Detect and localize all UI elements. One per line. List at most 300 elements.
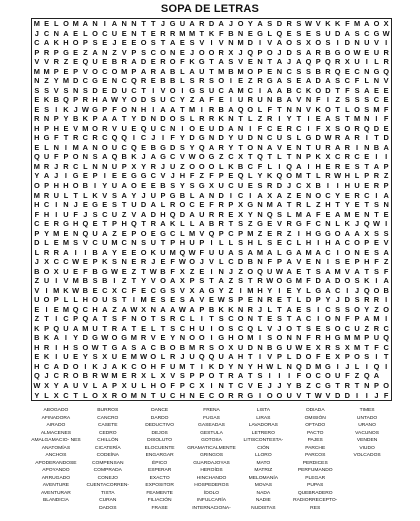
grid-cell[interactable]: R <box>63 161 69 171</box>
grid-cell[interactable]: E <box>296 76 302 86</box>
grid-cell[interactable]: P <box>383 180 389 190</box>
grid-cell[interactable]: O <box>189 161 195 171</box>
grid-cell[interactable]: O <box>218 390 225 400</box>
grid-cell[interactable]: J <box>277 381 282 390</box>
grid-cell[interactable]: Z <box>306 381 311 390</box>
grid-cell[interactable]: S <box>209 76 214 86</box>
grid-cell[interactable]: A <box>131 57 137 67</box>
grid-cell[interactable]: I <box>317 238 320 248</box>
grid-cell[interactable]: S <box>335 114 341 124</box>
grid-cell[interactable]: D <box>140 57 147 67</box>
grid-cell[interactable]: M <box>295 171 302 181</box>
grid-cell[interactable]: C <box>170 390 176 400</box>
grid-cell[interactable]: B <box>237 161 244 171</box>
grid-cell[interactable]: H <box>53 123 59 133</box>
grid-cell[interactable]: A <box>218 19 224 29</box>
grid-cell[interactable]: A <box>305 47 312 57</box>
grid-cell[interactable]: C <box>121 142 127 152</box>
grid-cell[interactable]: X <box>383 19 389 29</box>
grid-cell[interactable]: O <box>169 114 176 124</box>
grid-cell[interactable]: C <box>121 238 127 248</box>
grid-cell[interactable]: V <box>44 57 49 67</box>
grid-cell[interactable]: M <box>295 209 302 219</box>
grid-cell[interactable]: X <box>267 190 273 200</box>
grid-cell[interactable]: S <box>179 114 185 124</box>
grid-cell[interactable]: M <box>62 304 70 314</box>
grid-cell[interactable]: N <box>257 295 263 305</box>
grid-cell[interactable]: R <box>354 133 360 143</box>
grid-cell[interactable]: R <box>218 219 224 229</box>
grid-cell[interactable]: U <box>102 295 108 305</box>
grid-cell[interactable]: Q <box>237 104 244 114</box>
grid-cell[interactable]: S <box>92 276 98 286</box>
grid-cell[interactable]: P <box>131 228 137 238</box>
grid-cell[interactable]: C <box>121 285 127 295</box>
grid-cell[interactable]: E <box>141 142 147 152</box>
grid-cell[interactable]: M <box>237 38 244 48</box>
grid-cell[interactable]: D <box>34 238 40 248</box>
grid-cell[interactable]: V <box>179 152 185 162</box>
grid-cell[interactable]: A <box>63 247 69 257</box>
grid-cell[interactable]: O <box>344 276 351 286</box>
grid-cell[interactable]: A <box>199 95 205 105</box>
grid-cell[interactable]: V <box>325 390 331 400</box>
grid-cell[interactable]: A <box>140 342 147 352</box>
grid-cell[interactable]: B <box>82 180 89 190</box>
grid-cell[interactable]: O <box>208 47 215 57</box>
grid-cell[interactable]: S <box>296 19 302 29</box>
grid-cell[interactable]: G <box>334 47 341 57</box>
grid-cell[interactable]: G <box>247 200 254 210</box>
grid-cell[interactable]: R <box>82 95 89 105</box>
grid-cell[interactable]: C <box>53 371 59 381</box>
grid-cell[interactable]: W <box>72 257 80 267</box>
grid-cell[interactable]: R <box>53 57 59 67</box>
grid-cell[interactable]: G <box>198 57 205 67</box>
grid-cell[interactable]: O <box>354 304 360 314</box>
grid-cell[interactable]: X <box>325 123 331 133</box>
grid-cell[interactable]: R <box>325 171 331 181</box>
grid-cell[interactable]: H <box>82 295 89 305</box>
grid-cell[interactable]: X <box>315 342 321 352</box>
grid-cell[interactable]: O <box>92 390 98 400</box>
grid-cell[interactable]: R <box>140 333 147 343</box>
grid-cell[interactable]: L <box>218 257 224 267</box>
grid-cell[interactable]: E <box>170 295 176 305</box>
grid-cell[interactable]: P <box>344 352 350 362</box>
grid-cell[interactable]: T <box>73 190 78 200</box>
grid-cell[interactable]: O <box>383 381 390 390</box>
grid-cell[interactable]: X <box>238 200 244 210</box>
grid-cell[interactable]: R <box>43 47 50 57</box>
grid-cell[interactable]: A <box>199 285 205 295</box>
grid-cell[interactable]: N <box>208 190 215 200</box>
grid-cell[interactable]: B <box>34 266 40 276</box>
grid-cell[interactable]: I <box>297 228 300 238</box>
grid-cell[interactable]: N <box>150 304 156 314</box>
grid-cell[interactable]: F <box>383 390 389 400</box>
grid-cell[interactable]: N <box>131 28 137 38</box>
grid-cell[interactable]: K <box>267 171 273 181</box>
grid-cell[interactable]: A <box>189 209 195 219</box>
grid-cell[interactable]: F <box>170 381 175 390</box>
grid-cell[interactable]: I <box>181 85 184 95</box>
grid-cell[interactable]: J <box>141 152 146 162</box>
grid-cell[interactable]: K <box>189 57 195 67</box>
grid-cell[interactable]: L <box>180 228 185 238</box>
grid-cell[interactable]: R <box>208 104 215 114</box>
grid-cell[interactable]: H <box>34 123 40 133</box>
grid-cell[interactable]: D <box>218 361 224 371</box>
grid-cell[interactable]: X <box>102 390 108 400</box>
grid-cell[interactable]: V <box>160 85 166 95</box>
grid-cell[interactable]: C <box>189 200 195 210</box>
grid-cell[interactable]: H <box>92 304 98 314</box>
grid-cell[interactable]: A <box>189 304 195 314</box>
grid-cell[interactable]: L <box>335 219 340 229</box>
grid-cell[interactable]: W <box>33 381 41 390</box>
grid-cell[interactable]: E <box>199 123 205 133</box>
grid-cell[interactable]: B <box>267 342 273 352</box>
grid-cell[interactable]: F <box>374 257 379 267</box>
grid-cell[interactable]: X <box>189 285 195 295</box>
grid-cell[interactable]: Q <box>179 247 186 257</box>
grid-cell[interactable]: R <box>267 180 273 190</box>
grid-cell[interactable]: O <box>140 361 147 371</box>
grid-cell[interactable]: X <box>44 257 49 267</box>
grid-cell[interactable]: Y <box>286 114 292 124</box>
grid-cell[interactable]: O <box>286 323 292 333</box>
grid-cell[interactable]: Q <box>198 142 205 152</box>
grid-cell[interactable]: X <box>53 390 59 400</box>
grid-cell[interactable]: A <box>257 19 263 29</box>
grid-cell[interactable]: I <box>132 295 135 305</box>
grid-cell[interactable]: Z <box>112 47 117 57</box>
grid-cell[interactable]: N <box>257 209 263 219</box>
grid-cell[interactable]: R <box>325 66 331 76</box>
grid-cell[interactable]: V <box>34 57 40 67</box>
grid-cell[interactable]: E <box>150 28 156 38</box>
grid-cell[interactable]: H <box>34 133 40 143</box>
grid-cell[interactable]: F <box>170 266 175 276</box>
grid-cell[interactable]: C <box>286 66 292 76</box>
grid-cell[interactable]: I <box>103 171 106 181</box>
grid-cell[interactable]: R <box>43 161 50 171</box>
grid-cell[interactable]: S <box>364 104 370 114</box>
grid-cell[interactable]: L <box>83 190 88 200</box>
grid-cell[interactable]: T <box>248 276 253 286</box>
grid-cell[interactable]: F <box>160 361 166 371</box>
grid-cell[interactable]: N <box>257 142 263 152</box>
grid-cell[interactable]: V <box>73 123 79 133</box>
grid-cell[interactable]: Q <box>247 47 254 57</box>
grid-cell[interactable]: C <box>247 85 253 95</box>
grid-cell[interactable]: I <box>258 333 262 343</box>
grid-cell[interactable]: U <box>373 47 380 57</box>
grid-cell[interactable]: Y <box>141 161 147 171</box>
grid-cell[interactable]: U <box>150 238 156 248</box>
grid-cell[interactable]: Z <box>315 200 321 210</box>
grid-cell[interactable]: E <box>34 104 40 114</box>
grid-cell[interactable]: U <box>237 342 244 352</box>
grid-cell[interactable]: A <box>334 142 341 152</box>
grid-cell[interactable]: I <box>210 38 213 48</box>
grid-cell[interactable]: E <box>354 200 360 210</box>
grid-cell[interactable]: N <box>92 19 98 29</box>
grid-cell[interactable]: C <box>228 152 234 162</box>
grid-cell[interactable]: M <box>33 19 40 29</box>
grid-cell[interactable]: A <box>344 228 350 238</box>
grid-cell[interactable]: Z <box>374 304 379 314</box>
grid-cell[interactable]: X <box>344 342 350 352</box>
grid-cell[interactable]: T <box>364 342 369 352</box>
grid-cell[interactable]: K <box>121 361 127 371</box>
grid-cell[interactable]: E <box>325 161 331 171</box>
grid-cell[interactable]: Z <box>354 371 360 381</box>
grid-cell[interactable]: V <box>238 57 244 67</box>
grid-cell[interactable]: A <box>170 104 176 114</box>
grid-cell[interactable]: O <box>198 161 205 171</box>
grid-cell[interactable]: N <box>286 104 292 114</box>
grid-cell[interactable]: L <box>160 200 166 210</box>
grid-cell[interactable]: Z <box>189 266 195 276</box>
grid-cell[interactable]: Y <box>296 285 302 295</box>
grid-cell[interactable]: R <box>383 57 389 67</box>
grid-cell[interactable]: P <box>179 381 185 390</box>
grid-cell[interactable]: T <box>151 314 156 324</box>
grid-cell[interactable]: B <box>160 266 166 276</box>
grid-cell[interactable]: U <box>121 85 127 95</box>
grid-cell[interactable]: G <box>276 342 283 352</box>
grid-cell[interactable]: F <box>180 57 185 67</box>
grid-cell[interactable]: E <box>131 247 137 257</box>
grid-cell[interactable]: F <box>315 209 321 219</box>
grid-cell[interactable]: M <box>121 66 128 76</box>
grid-cell[interactable]: G <box>160 285 166 295</box>
grid-cell[interactable]: E <box>131 257 137 267</box>
grid-cell[interactable]: U <box>218 352 224 362</box>
grid-cell[interactable]: I <box>375 114 378 124</box>
grid-cell[interactable]: J <box>151 257 156 267</box>
grid-cell[interactable]: I <box>336 361 339 371</box>
grid-cell[interactable]: M <box>344 209 351 219</box>
grid-cell[interactable]: L <box>315 171 321 181</box>
grid-cell[interactable]: M <box>53 228 60 238</box>
grid-cell[interactable]: V <box>199 38 205 48</box>
grid-cell[interactable]: T <box>102 219 108 229</box>
grid-cell[interactable]: S <box>344 304 350 314</box>
grid-cell[interactable]: O <box>198 152 205 162</box>
grid-cell[interactable]: J <box>54 161 59 171</box>
grid-cell[interactable]: I <box>365 390 368 400</box>
grid-cell[interactable]: N <box>286 361 292 371</box>
grid-cell[interactable]: W <box>91 342 99 352</box>
grid-cell[interactable]: C <box>373 95 380 105</box>
grid-cell[interactable]: F <box>267 257 272 267</box>
grid-cell[interactable]: N <box>121 257 127 267</box>
grid-cell[interactable]: A <box>344 133 350 143</box>
grid-cell[interactable]: N <box>131 238 137 248</box>
grid-cell[interactable]: J <box>374 390 379 400</box>
grid-cell[interactable]: C <box>228 257 234 267</box>
grid-cell[interactable]: S <box>189 38 195 48</box>
grid-cell[interactable]: I <box>55 200 58 210</box>
grid-cell[interactable]: S <box>111 200 117 210</box>
grid-cell[interactable]: U <box>237 95 244 105</box>
grid-cell[interactable]: Y <box>179 95 185 105</box>
grid-cell[interactable]: O <box>237 314 244 324</box>
grid-cell[interactable]: E <box>82 257 88 267</box>
grid-cell[interactable]: P <box>238 295 244 305</box>
grid-cell[interactable]: A <box>189 19 195 29</box>
grid-cell[interactable]: E <box>306 28 311 38</box>
grid-cell[interactable]: N <box>373 76 380 86</box>
grid-cell[interactable]: O <box>140 228 147 238</box>
grid-cell[interactable]: A <box>102 247 108 257</box>
grid-cell[interactable]: U <box>43 276 50 286</box>
grid-cell[interactable]: C <box>296 123 302 133</box>
grid-cell[interactable]: D <box>160 114 166 124</box>
grid-cell[interactable]: M <box>189 28 196 38</box>
grid-cell[interactable]: J <box>287 57 292 67</box>
grid-cell[interactable]: L <box>151 371 156 381</box>
grid-cell[interactable]: J <box>160 19 166 29</box>
grid-cell[interactable]: U <box>63 323 69 333</box>
grid-cell[interactable]: O <box>247 66 254 76</box>
grid-cell[interactable]: N <box>296 142 302 152</box>
grid-cell[interactable]: V <box>267 38 273 48</box>
grid-cell[interactable]: A <box>286 95 292 105</box>
grid-cell[interactable]: D <box>325 85 331 95</box>
grid-cell[interactable]: E <box>82 171 88 181</box>
grid-cell[interactable]: U <box>257 95 263 105</box>
grid-cell[interactable]: R <box>63 371 69 381</box>
grid-cell[interactable]: J <box>228 266 233 276</box>
grid-cell[interactable]: U <box>150 190 156 200</box>
grid-cell[interactable]: F <box>257 123 263 133</box>
grid-cell[interactable]: N <box>170 47 176 57</box>
grid-cell[interactable]: A <box>111 114 118 124</box>
grid-cell[interactable]: R <box>92 133 98 143</box>
grid-cell[interactable]: A <box>237 371 244 381</box>
grid-cell[interactable]: X <box>344 57 350 67</box>
grid-cell[interactable]: L <box>354 171 360 181</box>
grid-cell[interactable]: S <box>199 276 205 286</box>
grid-cell[interactable]: A <box>160 104 166 114</box>
grid-cell[interactable]: L <box>257 104 263 114</box>
grid-cell[interactable]: I <box>161 133 164 143</box>
grid-cell[interactable]: C <box>237 190 244 200</box>
grid-cell[interactable]: U <box>63 266 69 276</box>
grid-cell[interactable]: N <box>237 28 244 38</box>
grid-cell[interactable]: U <box>354 180 360 190</box>
grid-cell[interactable]: E <box>344 161 350 171</box>
grid-cell[interactable]: O <box>354 352 360 362</box>
grid-cell[interactable]: Q <box>363 219 370 229</box>
grid-cell[interactable]: T <box>306 171 311 181</box>
grid-cell[interactable]: A <box>160 304 166 314</box>
grid-cell[interactable]: S <box>354 85 360 95</box>
grid-cell[interactable]: U <box>364 38 370 48</box>
grid-cell[interactable]: R <box>354 123 360 133</box>
grid-cell[interactable]: I <box>64 333 67 343</box>
grid-cell[interactable]: O <box>160 47 166 57</box>
grid-cell[interactable]: O <box>189 123 195 133</box>
grid-cell[interactable]: Q <box>363 285 370 295</box>
grid-cell[interactable]: A <box>334 209 341 219</box>
grid-cell[interactable]: M <box>218 66 225 76</box>
grid-cell[interactable]: G <box>92 200 98 210</box>
grid-cell[interactable]: A <box>305 76 312 86</box>
grid-cell[interactable]: C <box>121 76 127 86</box>
grid-cell[interactable]: L <box>44 238 49 248</box>
grid-cell[interactable]: C <box>170 95 176 105</box>
grid-cell[interactable]: Z <box>383 257 389 267</box>
grid-cell[interactable]: Q <box>373 361 380 371</box>
grid-cell[interactable]: A <box>111 19 118 29</box>
grid-cell[interactable]: E <box>131 123 137 133</box>
grid-cell[interactable]: O <box>237 333 244 343</box>
grid-cell[interactable]: W <box>101 333 109 343</box>
grid-cell[interactable]: I <box>278 114 281 124</box>
grid-cell[interactable]: L <box>306 285 311 295</box>
grid-cell[interactable]: X <box>228 47 234 57</box>
grid-cell[interactable]: A <box>102 228 108 238</box>
grid-cell[interactable]: S <box>228 295 234 305</box>
grid-cell[interactable]: M <box>237 66 244 76</box>
grid-cell[interactable]: O <box>266 47 273 57</box>
grid-cell[interactable]: N <box>296 104 302 114</box>
grid-cell[interactable]: V <box>63 276 69 286</box>
grid-cell[interactable]: E <box>131 38 137 48</box>
grid-cell[interactable]: L <box>218 238 224 248</box>
grid-cell[interactable]: D <box>140 114 147 124</box>
grid-cell[interactable]: O <box>72 180 79 190</box>
grid-cell[interactable]: T <box>335 200 340 210</box>
grid-cell[interactable]: R <box>140 76 147 86</box>
grid-cell[interactable]: Z <box>228 285 234 295</box>
grid-cell[interactable]: N <box>189 390 195 400</box>
grid-cell[interactable]: A <box>140 209 147 219</box>
grid-cell[interactable]: O <box>276 276 283 286</box>
grid-cell[interactable] <box>381 371 391 381</box>
grid-cell[interactable]: T <box>228 381 234 390</box>
grid-cell[interactable]: O <box>140 247 147 257</box>
grid-cell[interactable]: L <box>180 219 185 229</box>
grid-cell[interactable]: G <box>140 171 147 181</box>
grid-cell[interactable]: S <box>238 238 244 248</box>
grid-cell[interactable]: B <box>315 66 321 76</box>
grid-cell[interactable]: I <box>74 247 77 257</box>
grid-cell[interactable]: G <box>208 152 215 162</box>
grid-cell[interactable]: H <box>325 333 331 343</box>
grid-cell[interactable]: Y <box>131 114 137 124</box>
grid-cell[interactable]: F <box>315 95 321 105</box>
grid-cell[interactable]: R <box>325 142 331 152</box>
grid-cell[interactable]: E <box>82 200 88 210</box>
grid-cell[interactable]: A <box>92 47 98 57</box>
grid-cell[interactable]: T <box>121 114 127 124</box>
grid-cell[interactable]: Q <box>33 371 40 381</box>
grid-cell[interactable]: H <box>160 209 166 219</box>
grid-cell[interactable]: X <box>335 352 341 362</box>
grid-cell[interactable]: I <box>132 133 135 143</box>
grid-cell[interactable]: D <box>276 180 283 190</box>
grid-cell[interactable]: P <box>92 114 98 124</box>
grid-cell[interactable]: G <box>160 228 166 238</box>
grid-cell[interactable]: A <box>82 19 89 29</box>
grid-cell[interactable]: D <box>334 28 341 38</box>
